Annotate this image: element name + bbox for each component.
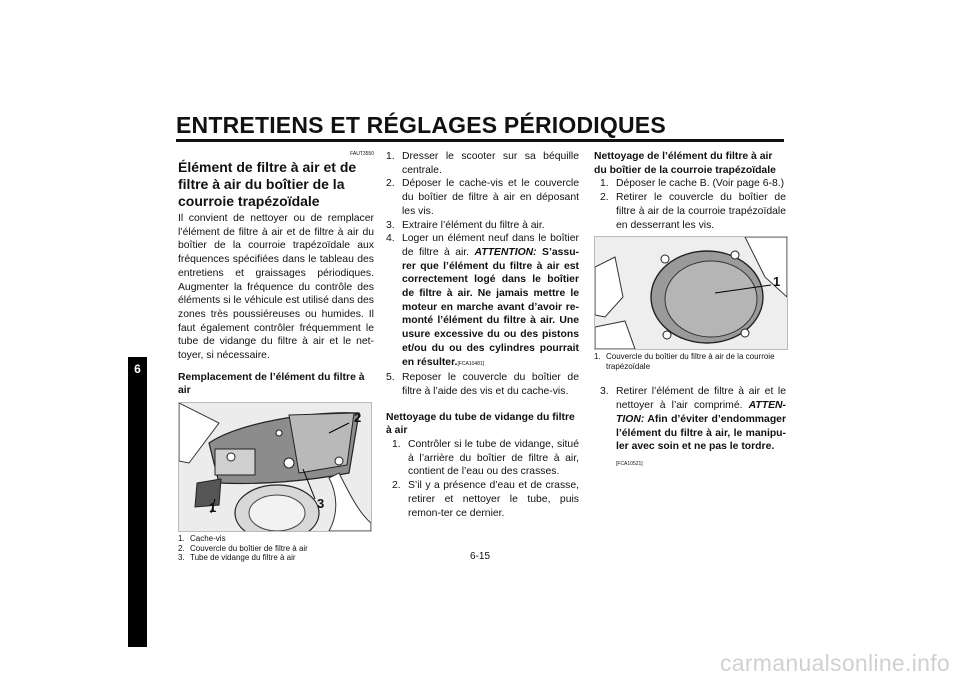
page-number: 6-15 [469,551,490,562]
step-text: Loger un élément neuf dans le boîtier de filtre à air. [402,233,579,258]
list-item: 1. Contrôler si le tube de vidange, situé à l’arrière du boîtier de filtre à air, contient de l’eau ou des crasses. [392,439,579,478]
vbelt-cover-figure [594,236,788,350]
caution-code: [FCA10481] [457,360,485,367]
subheading-vbelt-filter: Nettoyage de l’élément du filtre à air du boîtier de la courroie trapézoïdale [594,151,776,176]
vbelt-steps [594,177,786,232]
list-item: 4. Loger un élément neuf dans le boîtier de filtre à air. ATTENTION: S’assu-rer que l’élément du filtre à air est correctement logé dans le boîtier de filtre à air. Ne jamais mettre le moteur en marche avant d’avoir re-monté l’élément du filtre à air. Une usure excessive du ou des pistons et/ou du ou des cylindres pourrait en résulter.[FCA10481] [386,233,579,368]
column-1 [178,150,374,563]
column-3 [594,150,786,468]
callout-1: 1 [209,500,217,516]
attention-label: ATTENTION: [474,246,537,258]
caption-text: Couvercle du boîtier de filtre à air [190,543,308,553]
caption-number: 3. [178,553,185,563]
vbelt-cover-illustration [595,237,787,349]
title-rule [176,139,784,142]
drain-tube-steps [386,438,579,520]
caption-text: Cache-vis [190,534,226,544]
caution-code: [FCA10521] [616,460,643,467]
caption-number: 1. [178,534,185,544]
procedure-steps [386,150,579,399]
step-text: Retirer l’élément de filtre à air et le nettoyer à l’air comprimé. [616,386,786,412]
callout-2: 2 [354,410,362,426]
attention-label: ATTEN-TION: [616,400,786,425]
list-item: 2. Déposer le cache-vis et le couvercle du boîtier de filtre à air en déposant les vis. [386,178,579,217]
intro-paragraph: Il convient de nettoyer ou de remplacer l’élément de filtre à air et de filtre à air du boîtier de la courroie trapézoïdale aux fréquences spécifiées dans le tableau des entretiens et graissages périodiques. Augmenter la fréquence du contrôle des éléments si le véhicule est utilisé dans des zones très poussiéreuses ou humides. Il faut également contrôler fréquemment le tube de vidange du filtre à air et le net-toyer, si nécessaire. [178,213,374,362]
list-item: 2. S’il y a présence d’eau et de crasse, retirer et nettoyer le tube, puis remon-ter ce dernier. [392,480,579,519]
list-item: 2. Retirer le couvercle du boîtier de filtre à air de la courroie trapézoïdale en desserrant les vis. [600,192,786,231]
page-title: ENTRETIENS ET RÉGLAGES PÉRIODIQUES [176,112,666,138]
caption-number: 1. [594,352,601,362]
list-item: 3. Extraire l’élément du filtre à air. [386,219,545,231]
attention-text: Afin d’éviter d’endommager l’élément du filtre à air, le manipu-ler avec soin et ne pas le tordre. [616,413,786,453]
chapter-tab: 6 [128,357,147,647]
list-item: 1. Déposer le cache B. (Voir page 6-8.) [600,178,785,190]
figure-caption [178,534,374,563]
caption-text: Tube de vidange du filtre à air [190,553,296,563]
section-heading: Élément de filtre à air et de filtre à air du boîtier de la courroie trapézoïdale [178,159,357,209]
list-item: 3. Retirer l’élément de filtre à air et le nettoyer à l’air comprimé. ATTEN-TION: Afin d’éviter d’endommager l’élément du filtre à air, le manipu-ler avec soin et ne pas le tordre. [600,386,786,453]
air-filter-figure [178,402,372,532]
watermark: carmanualsonline.info [719,650,950,676]
figure-caption [594,352,786,371]
caption-number: 2. [178,543,185,553]
callout-1: 1 [773,274,781,290]
callout-3: 3 [317,496,325,512]
column-2 [386,150,579,520]
list-item: 1. Dresser le scooter sur sa béquille centrale. [386,151,579,176]
subheading-replacement: Remplacement de l’élément du filtre à air [178,371,365,397]
section-code: FAUT3550 [350,151,374,157]
attention-text: S’assu-rer que l’élément du filtre à air est correctement logé dans le boîtier de filtre à air. Ne jamais mettre le moteur en marche avant d’avoir re-monté l’élément du filtre à air. Une usure excessive du ou des pistons et/ou du ou des cylindres pourrait en résulter. [402,246,579,368]
list-item: 5. Reposer le couvercle du boîtier de filtre à l’aide des vis et du cache-vis. [386,372,579,397]
vbelt-step-3 [594,385,786,454]
air-filter-illustration [179,403,371,531]
caption-text: Couvercle du boîtier du filtre à air de la courroie trapézoïdale [606,352,775,371]
subheading-drain-tube: Nettoyage du tube de vidange du filtre à air [386,411,575,437]
